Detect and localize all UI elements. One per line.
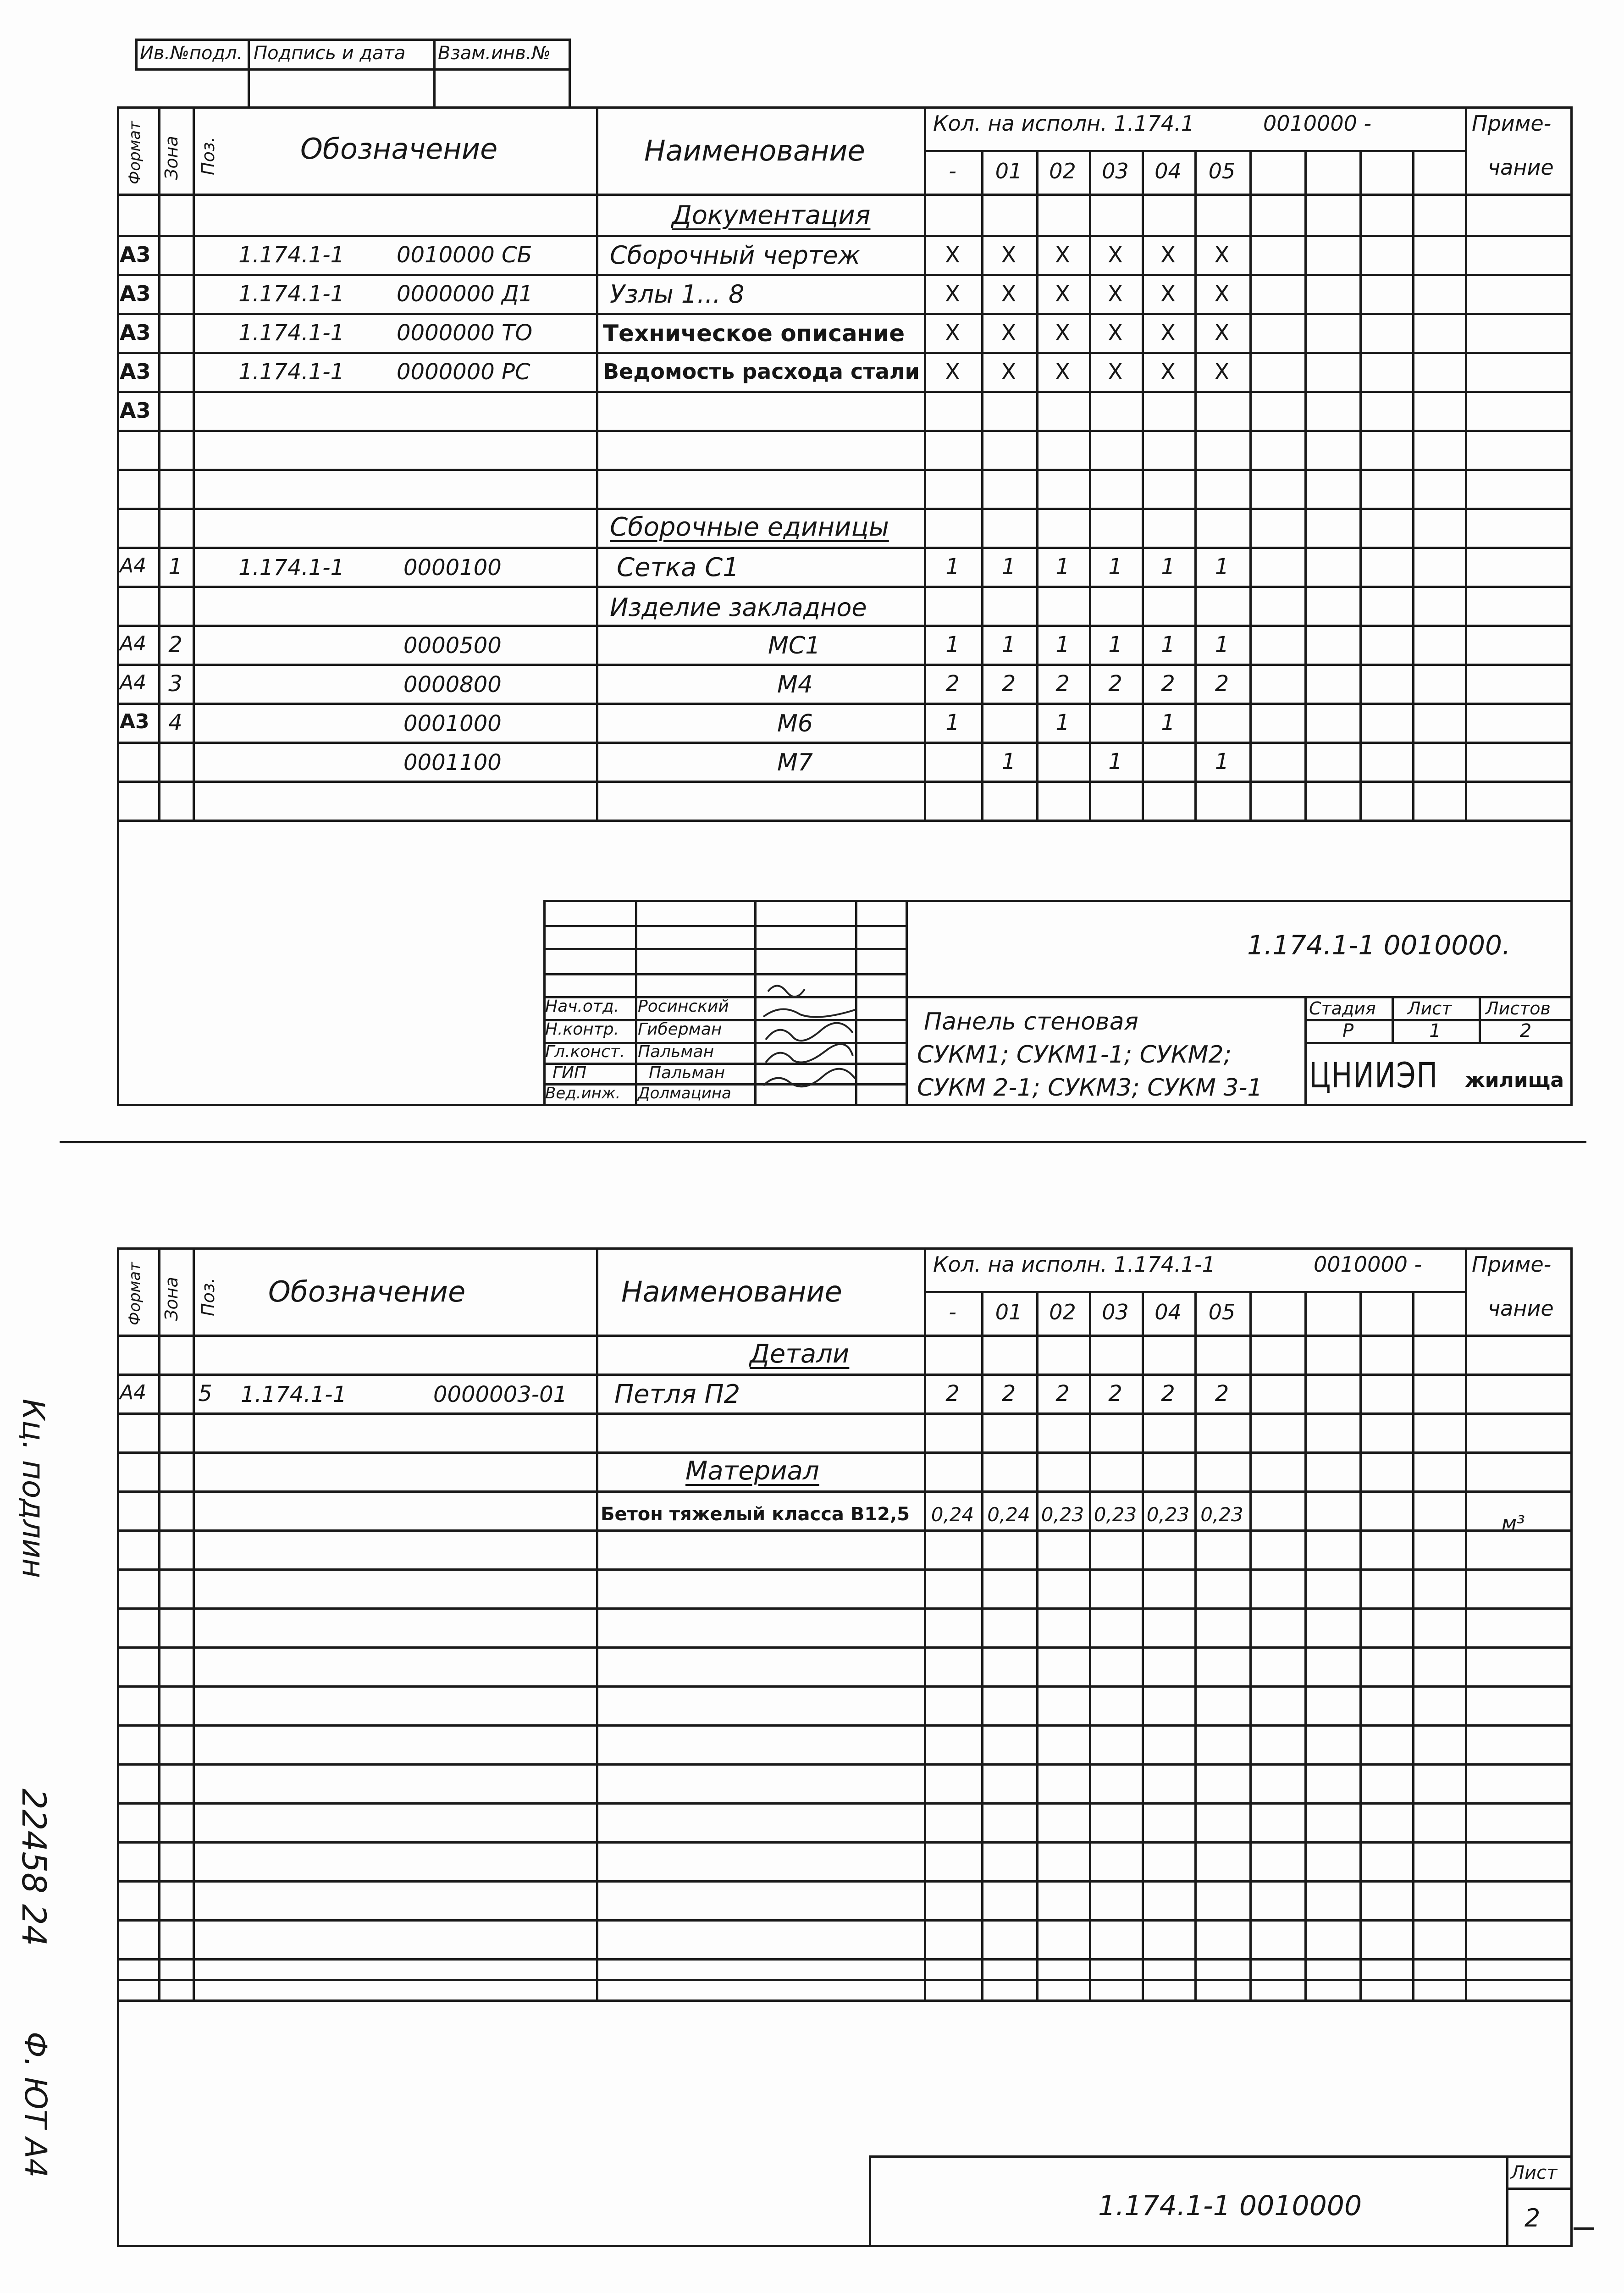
header-pos: Поз.: [198, 1277, 218, 1316]
doc-name: Ведомость расхода стали: [603, 359, 920, 384]
qty-cell: 2: [945, 1381, 960, 1407]
footer-tick: [1574, 2227, 1594, 2230]
material-name: Бетон тяжелый класса В12,5: [601, 1504, 910, 1525]
qty-cell: Х: [945, 242, 960, 268]
title-line-1: Панель стеновая: [924, 1008, 1138, 1036]
variant-4: 04: [1154, 1300, 1182, 1324]
section-parts: Детали: [750, 1339, 850, 1369]
qty-cell: 1: [1055, 710, 1070, 736]
header-zone: Зона: [161, 1277, 182, 1321]
qty-cell: Х: [1055, 320, 1070, 346]
footer-block: [869, 2155, 1573, 2247]
material-qty: 0,23: [1146, 1503, 1190, 1526]
stage-label: Стадия: [1309, 998, 1376, 1019]
top-stamp: [135, 39, 571, 107]
header-note-1: Приме-: [1472, 111, 1552, 136]
variant-3: 03: [1102, 159, 1129, 183]
asm-designation-b: 0000500: [403, 633, 502, 659]
qty-cell: 1: [1161, 710, 1175, 736]
doc-designation-a: 1.174.1-1: [238, 242, 345, 268]
margin-note-3: Ф. ЮТ А4: [18, 2032, 53, 2178]
footer-sheet-label: Лист: [1511, 2162, 1558, 2183]
doc-designation-b: 0000000 ТО: [397, 320, 533, 346]
qty-cell: 2: [1055, 671, 1070, 697]
qty-cell: Х: [1001, 242, 1016, 268]
header-qty-suffix: 0010000 -: [1314, 1252, 1422, 1277]
name-1: Росинский: [638, 997, 729, 1016]
doc-format: А3: [120, 320, 151, 345]
qty-cell: 2: [1161, 1381, 1175, 1407]
material-unit: м³: [1502, 1512, 1525, 1535]
material-qty: 0,23: [1094, 1503, 1137, 1526]
part-name: Петля П2: [614, 1379, 740, 1409]
qty-cell: 1: [1055, 554, 1070, 580]
qty-cell: Х: [1160, 320, 1176, 346]
qty-cell: 2: [1001, 671, 1016, 697]
header-designation: Обозначение: [300, 132, 498, 166]
name-4: Пальман: [649, 1063, 725, 1082]
header-format: Формат: [126, 1262, 144, 1325]
part-format: А4: [120, 1381, 147, 1404]
doc-format: А3: [120, 359, 151, 384]
qty-cell: 1: [945, 632, 960, 658]
variant-0: -: [949, 159, 956, 183]
part-pos: 5: [198, 1381, 212, 1407]
title-line-2: СУКМ1; СУКМ1-1; СУКМ2;: [917, 1041, 1232, 1069]
asm-name: М7: [777, 749, 813, 776]
material-qty: 0,23: [1041, 1503, 1084, 1526]
org-name: ЦНИИЭП: [1309, 1055, 1438, 1096]
section-docs: Документация: [672, 200, 871, 230]
doc-designation-b: 0000000 Д1: [397, 281, 533, 307]
margin-note-1: Кц. подлин: [16, 1399, 51, 1579]
asm-designation-b: 0000100: [403, 555, 502, 581]
part-designation-a: 1.174.1-1: [241, 1382, 347, 1407]
asm-pos: 4: [168, 710, 182, 736]
header-zone: Зона: [161, 136, 182, 180]
qty-cell: Х: [1214, 242, 1230, 268]
doc-designation-b: 0000000 РС: [397, 359, 530, 385]
asm-format: А4: [120, 671, 147, 694]
qty-cell: Х: [1108, 242, 1123, 268]
qty-cell: 1: [1001, 554, 1016, 580]
asm-pos: 2: [168, 632, 182, 658]
qty-cell: Х: [1001, 281, 1016, 307]
role-4: ГИП: [552, 1063, 587, 1082]
title-line-3: СУКМ 2-1; СУКМ3; СУКМ 3-1: [917, 1074, 1263, 1102]
qty-cell: 2: [1161, 671, 1175, 697]
doc-format: А3: [120, 242, 151, 267]
role-2: Н.контр.: [545, 1020, 619, 1039]
variant-3: 03: [1102, 1300, 1129, 1324]
name-5: Долмацина: [638, 1084, 731, 1102]
variant-1: 01: [995, 1300, 1022, 1324]
qty-cell: Х: [1055, 359, 1070, 385]
material-qty: 0,23: [1200, 1503, 1243, 1526]
stamp-cell-3: Взам.инв.№: [438, 43, 551, 64]
asm-designation-b: 0001000: [403, 711, 502, 737]
sheet-label: Лист: [1408, 998, 1452, 1019]
stamp-cell-1: Ив.№подл.: [140, 43, 243, 64]
variant-1: 01: [995, 159, 1022, 183]
header-pos: Поз.: [198, 136, 218, 175]
name-3: Пальман: [638, 1042, 714, 1061]
role-3: Гл.конст.: [545, 1042, 625, 1061]
variant-5: 05: [1208, 1300, 1236, 1324]
asm-designation-b: 0001100: [403, 750, 502, 775]
material-qty: 0,24: [931, 1503, 974, 1526]
sheets-label: Листов: [1486, 998, 1551, 1019]
variant-2: 02: [1049, 1300, 1076, 1324]
doc-name: Узлы 1... 8: [610, 280, 745, 309]
header-format: Формат: [126, 121, 144, 184]
qty-cell: 1: [1215, 749, 1229, 775]
qty-cell: Х: [1001, 359, 1016, 385]
header-note-2: чание: [1488, 155, 1554, 180]
qty-cell: Х: [1108, 281, 1123, 307]
qty-cell: Х: [945, 320, 960, 346]
sheet-2: [117, 1247, 1573, 2247]
qty-cell: 2: [1108, 671, 1122, 697]
qty-cell: 2: [1055, 1381, 1070, 1407]
variant-5: 05: [1208, 159, 1236, 183]
asm-name: М4: [777, 671, 813, 698]
qty-cell: 1: [1215, 632, 1229, 658]
qty-cell: Х: [1108, 320, 1123, 346]
qty-cell: 1: [1108, 749, 1122, 775]
header-name: Наименование: [621, 1275, 842, 1308]
asm-pos: 3: [168, 671, 182, 697]
doc-designation-a: 1.174.1-1: [238, 320, 345, 346]
role-1: Нач.отд.: [545, 997, 619, 1016]
doc-designation-a: 1.174.1-1: [238, 281, 345, 307]
qty-cell: 1: [1001, 749, 1016, 775]
stamp-cell-2: Подпись и дата: [254, 43, 406, 64]
variant-0: -: [949, 1300, 956, 1324]
qty-cell: 1: [945, 554, 960, 580]
asm-format: А4: [120, 554, 147, 577]
qty-cell: 2: [945, 671, 960, 697]
qty-cell: 1: [1108, 632, 1122, 658]
qty-cell: 1: [1161, 554, 1175, 580]
asm-name: М6: [777, 710, 813, 737]
variant-2: 02: [1049, 159, 1076, 183]
qty-cell: Х: [1214, 320, 1230, 346]
qty-cell: 1: [1108, 554, 1122, 580]
qty-cell: 1: [945, 710, 960, 736]
signatures: [754, 973, 906, 1106]
qty-cell: Х: [1055, 242, 1070, 268]
qty-cell: 1: [1215, 554, 1229, 580]
doc-format: А3: [120, 398, 151, 423]
asm-name: Сетка С1: [617, 553, 739, 582]
section-material: Материал: [685, 1456, 819, 1486]
org-name-suffix: жилища: [1465, 1069, 1564, 1092]
sheets-value: 2: [1519, 1020, 1532, 1041]
qty-cell: Х: [1214, 359, 1230, 385]
material-qty: 0,24: [987, 1503, 1030, 1526]
qty-cell: Х: [1001, 320, 1016, 346]
header-note-1: Приме-: [1472, 1252, 1552, 1277]
margin-note-2: 22458 24: [15, 1789, 53, 1946]
qty-cell: 1: [1055, 632, 1070, 658]
header-qty-suffix: 0010000 -: [1263, 111, 1372, 136]
asm-name: Изделие закладное: [610, 593, 867, 622]
qty-cell: 1: [1001, 632, 1016, 658]
qty-cell: Х: [1108, 359, 1123, 385]
part-designation-b: 0000003-01: [433, 1382, 568, 1407]
qty-cell: Х: [1160, 242, 1176, 268]
asm-designation-a: 1.174.1-1: [238, 555, 345, 581]
sheet-value: 1: [1429, 1020, 1441, 1041]
qty-cell: 2: [1108, 1381, 1122, 1407]
qty-cell: Х: [1055, 281, 1070, 307]
header-note-2: чание: [1488, 1296, 1554, 1321]
qty-cell: Х: [1214, 281, 1230, 307]
header-designation: Обозначение: [268, 1275, 466, 1308]
footer-code: 1.174.1-1 0010000: [1098, 2190, 1362, 2222]
title-code: 1.174.1-1 0010000.: [1247, 930, 1511, 961]
asm-designation-b: 0000800: [403, 672, 502, 698]
header-qty-title: Кол. на исполн. 1.174.1: [933, 111, 1195, 136]
role-5: Вед.инж.: [545, 1084, 621, 1102]
doc-designation-a: 1.174.1-1: [238, 359, 345, 385]
asm-format: А4: [120, 632, 147, 655]
qty-cell: 2: [1215, 671, 1229, 697]
qty-cell: 2: [1215, 1381, 1229, 1407]
doc-format: А3: [120, 281, 151, 306]
half-separator: [60, 1141, 1586, 1143]
header-name: Наименование: [644, 134, 865, 167]
variant-4: 04: [1154, 159, 1182, 183]
stage-value: Р: [1342, 1020, 1354, 1041]
asm-format: А3: [120, 710, 149, 733]
sheet-1: [117, 106, 1573, 1106]
footer-sheet-value: 2: [1525, 2204, 1541, 2232]
asm-pos: 1: [168, 554, 182, 580]
qty-cell: Х: [945, 281, 960, 307]
doc-name: Сборочный чертеж: [610, 241, 861, 270]
qty-cell: 1: [1161, 632, 1175, 658]
qty-cell: Х: [1160, 281, 1176, 307]
qty-cell: Х: [945, 359, 960, 385]
section-assembly: Сборочные единицы: [610, 512, 889, 542]
qty-cell: Х: [1160, 359, 1176, 385]
header-qty-title: Кол. на исполн. 1.174.1-1: [933, 1252, 1215, 1277]
doc-name: Техническое описание: [603, 320, 905, 347]
doc-designation-b: 0010000 СБ: [397, 242, 532, 268]
name-2: Гиберман: [638, 1020, 722, 1039]
title-block: [543, 900, 1573, 1106]
asm-name: МС1: [768, 632, 821, 659]
qty-cell: 2: [1001, 1381, 1016, 1407]
